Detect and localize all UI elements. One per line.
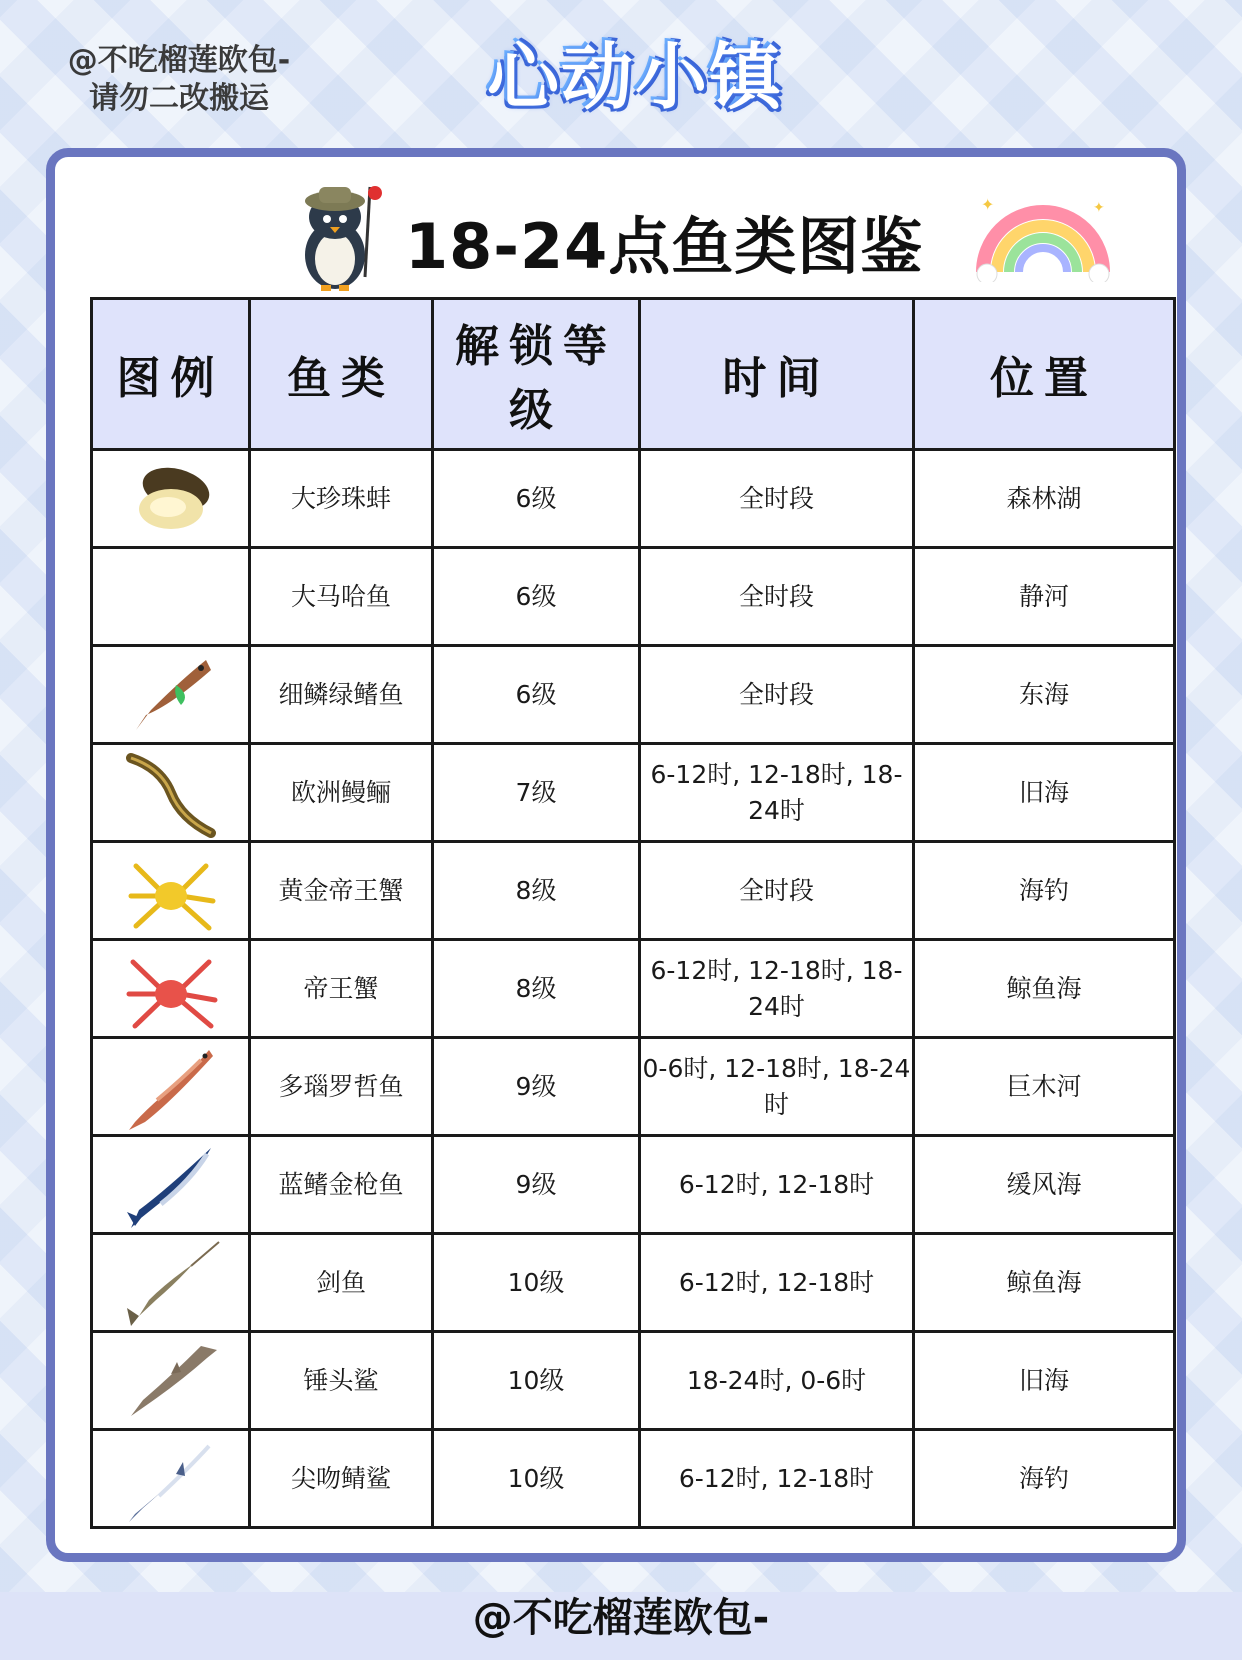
location: 静河 — [914, 548, 1175, 646]
icon-cell — [92, 1234, 250, 1332]
guide-card — [46, 148, 1186, 1562]
table-row — [92, 842, 1175, 940]
greenling-fish-icon — [121, 650, 221, 740]
pearl-clam-icon — [126, 459, 216, 539]
unlock-level: 10级 — [433, 1234, 640, 1332]
title-row — [55, 157, 1177, 297]
location: 鲸鱼海 — [914, 1234, 1175, 1332]
table-row — [92, 1332, 1175, 1430]
unlock-level: 10级 — [433, 1430, 640, 1528]
unlock-level: 8级 — [433, 842, 640, 940]
location: 旧海 — [914, 1332, 1175, 1430]
catch-time: 全时段 — [640, 548, 914, 646]
game-logo-text: 心动小镇 — [486, 35, 783, 119]
icon-cell — [92, 1038, 250, 1136]
svg-text:✦: ✦ — [981, 195, 995, 214]
credit-watermark — [44, 42, 314, 118]
unlock-level: 7级 — [433, 744, 640, 842]
location: 巨木河 — [914, 1038, 1175, 1136]
table-row — [92, 1136, 1175, 1234]
swordfish-icon — [121, 1238, 221, 1328]
icon-cell — [92, 1430, 250, 1528]
catch-time: 全时段 — [640, 646, 914, 744]
footer-credit: @不吃榴莲欧包- — [0, 1592, 1242, 1660]
fish-name: 黄金帝王蟹 — [250, 842, 433, 940]
catch-time: 6-12时, 12-18时 — [640, 1234, 914, 1332]
credit-line-1: @不吃榴莲欧包- — [67, 43, 291, 78]
unlock-level: 9级 — [433, 1136, 640, 1234]
header-level: 解锁等级 — [433, 299, 640, 450]
unlock-level: 8级 — [433, 940, 640, 1038]
catch-time: 0-6时, 12-18时, 18-24时 — [640, 1038, 914, 1136]
table-row — [92, 744, 1175, 842]
fish-name: 细鳞绿鳍鱼 — [250, 646, 433, 744]
table-row — [92, 1038, 1175, 1136]
table-row — [92, 940, 1175, 1038]
icon-cell — [92, 450, 250, 548]
location: 海钓 — [914, 842, 1175, 940]
eel-icon — [121, 748, 221, 838]
icon-cell — [92, 646, 250, 744]
icon-cell — [92, 842, 250, 940]
fish-name: 大马哈鱼 — [250, 548, 433, 646]
catch-time: 6-12时, 12-18时, 18-24时 — [640, 940, 914, 1038]
icon-cell — [92, 1332, 250, 1430]
catch-time: 全时段 — [640, 842, 914, 940]
trout-icon — [121, 1042, 221, 1132]
unlock-level: 6级 — [433, 646, 640, 744]
unlock-level: 6级 — [433, 548, 640, 646]
unlock-level: 10级 — [433, 1332, 640, 1430]
hammerhead-icon — [121, 1336, 221, 1426]
unlock-level: 9级 — [433, 1038, 640, 1136]
king-crab-icon — [121, 944, 221, 1034]
location: 旧海 — [914, 744, 1175, 842]
tuna-icon — [121, 1140, 221, 1230]
catch-time: 全时段 — [640, 450, 914, 548]
table-row — [92, 646, 1175, 744]
location: 东海 — [914, 646, 1175, 744]
icon-cell — [92, 940, 250, 1038]
fish-name: 尖吻鲭鲨 — [250, 1430, 433, 1528]
table-row — [92, 548, 1175, 646]
header-icon: 图例 — [92, 299, 250, 450]
catch-time: 18-24时, 0-6时 — [640, 1332, 914, 1430]
mako-shark-icon — [121, 1434, 221, 1524]
fisher-penguin-icon — [275, 177, 395, 297]
header-time: 时间 — [640, 299, 914, 450]
icon-cell — [92, 548, 250, 646]
fish-name: 多瑙罗哲鱼 — [250, 1038, 433, 1136]
icon-cell — [92, 1136, 250, 1234]
rainbow-icon — [973, 192, 1113, 282]
header-fish: 鱼类 — [250, 299, 433, 450]
table-row — [92, 1430, 1175, 1528]
unlock-level: 6级 — [433, 450, 640, 548]
location: 森林湖 — [914, 450, 1175, 548]
fish-name: 欧洲鳗鲡 — [250, 744, 433, 842]
icon-cell — [92, 744, 250, 842]
location: 缓风海 — [914, 1136, 1175, 1234]
table-row — [92, 1234, 1175, 1332]
credit-line-2: 请勿二改搬运 — [89, 81, 269, 116]
fish-name: 剑鱼 — [250, 1234, 433, 1332]
page-title: 18-24点鱼类图鉴 — [405, 210, 924, 283]
fish-name: 蓝鳍金枪鱼 — [250, 1136, 433, 1234]
fish-name: 帝王蟹 — [250, 940, 433, 1038]
game-logo — [470, 22, 800, 132]
fish-name: 锤头鲨 — [250, 1332, 433, 1430]
golden-crab-icon — [121, 846, 221, 936]
svg-text:✦: ✦ — [1093, 200, 1105, 216]
header-location: 位置 — [914, 299, 1175, 450]
table-row — [92, 450, 1175, 548]
table-header-row — [92, 299, 1175, 450]
fish-name: 大珍珠蚌 — [250, 450, 433, 548]
catch-time: 6-12时, 12-18时 — [640, 1136, 914, 1234]
location: 鲸鱼海 — [914, 940, 1175, 1038]
fish-table — [90, 297, 1176, 1529]
location: 海钓 — [914, 1430, 1175, 1528]
catch-time: 6-12时, 12-18时 — [640, 1430, 914, 1528]
catch-time: 6-12时, 12-18时, 18-24时 — [640, 744, 914, 842]
